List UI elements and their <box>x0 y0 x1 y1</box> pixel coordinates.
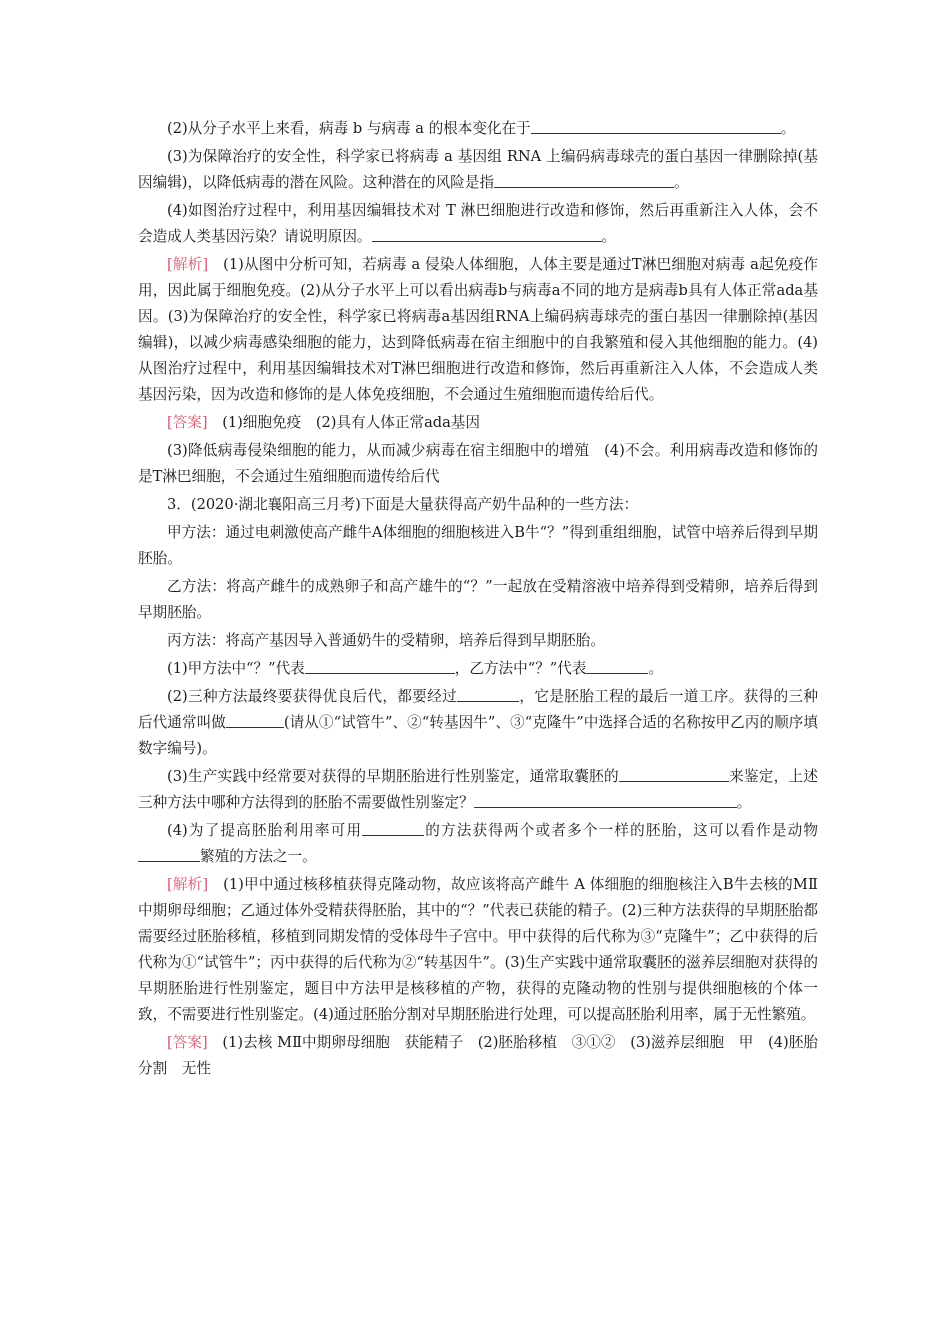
answer-text: (1)去核 MⅡ中期卵母细胞 获能精子 (2)胚胎移植 ③①② (3)滋养层细胞 甲 (4)胚胎分割 无性 <box>138 1034 818 1077</box>
answer-blank[interactable] <box>586 659 648 674</box>
answer-text: (1)细胞免疫 (2)具有人体正常ada基因 <box>222 414 480 431</box>
method-text: 丙方法：将高产基因导入普通奶牛的受精卵，培养后得到早期胚胎。 <box>167 632 605 649</box>
document-page <box>138 116 818 1084</box>
answer-blank[interactable] <box>226 713 284 728</box>
answer-blank[interactable] <box>494 173 674 188</box>
answer-tag: [答案] <box>167 414 208 431</box>
q2-part4-text: (4)如图治疗过程中，利用基因编辑技术对 T 淋巴细胞进行改造和修饰，然后再重新注入人体，会不会造成人类基因污染？请说明原因。 <box>138 202 818 245</box>
q3-part3 <box>138 764 818 816</box>
q3-answer <box>138 1030 818 1082</box>
q2-part4-end: 。 <box>601 228 617 245</box>
q3-part2-text: ，它是胚胎工程的最后一道工序。获得的三种后代通常叫做 <box>138 688 818 731</box>
answer-text: (3)降低病毒侵染细胞的能力，从而减少病毒在宿主细胞中的增殖 (4)不会。利用病毒改造和修饰的是T淋巴细胞，不会通过生殖细胞而遗传给后代 <box>138 442 818 485</box>
answer-blank[interactable] <box>619 767 729 782</box>
answer-blank[interactable] <box>679 793 737 808</box>
analysis-tag: [解析] <box>167 256 209 273</box>
q2-part2-text: (2)从分子水平上来看，病毒 b 与病毒 a 的根本变化在于 <box>167 120 531 137</box>
q3-part3-text: (3)生产实践中经常要对获得的早期胚胎进行性别鉴定，通常取囊胚的 <box>167 768 619 785</box>
analysis-text: (1)从图中分析可知，若病毒 a 侵染人体细胞，人体主要是通过T淋巴细胞对病毒 a起免疫作用，因此属于细胞免疫。(2)从分子水平上可以看出病毒b与病毒a不同的地方是病毒b具有人体正常ada基因。(3)为保障治疗的安全性，科学家已将病毒a基因组RNA上编码病毒球壳的蛋白基因一律删除掉(基因编辑)，以减少病毒感染细胞的能力，达到降低病毒在宿主细胞中的自我繁殖和侵入其他细胞的能力。(4)从图治疗过程中，利用基因编辑技术对T淋巴细胞进行改造和修饰，然后再重新注入人体，不会造成人类基因污染，因为改造和修饰的是人体免疫细胞，不会通过生殖细胞而遗传给后代。 <box>138 256 819 403</box>
answer-blank[interactable] <box>362 821 424 836</box>
q3-part4 <box>138 818 818 870</box>
q3-part2-text: (请从①“试管牛”、②“转基因牛”、③“克隆牛”中选择合适的名称按甲乙丙的顺序填数字编号)。 <box>138 714 818 757</box>
method-text: 甲方法：通过电刺激使高产雌牛A体细胞的细胞核进入B牛“？”得到重组细胞，试管中培养后得到早期胚胎。 <box>138 524 818 567</box>
q2-answer-cont <box>138 438 818 490</box>
q3-method-bing <box>138 628 818 654</box>
q3-method-yi <box>138 574 818 626</box>
q3-analysis <box>138 872 818 1028</box>
answer-blank[interactable] <box>531 119 781 134</box>
q3-title <box>138 492 818 518</box>
q2-analysis <box>138 252 818 408</box>
q2-part2-end: 。 <box>780 120 796 137</box>
q3-part4-text: 的方法获得两个或者多个一样的胚胎，这可以看作是动物 <box>424 822 818 839</box>
q2-answer <box>138 410 818 436</box>
answer-blank[interactable] <box>474 793 679 808</box>
q3-part1-end: 。 <box>648 660 664 677</box>
q3-part4-text: (4)为了提高胚胎利用率可用 <box>167 822 363 839</box>
answer-blank[interactable] <box>138 847 200 862</box>
q2-part3-end: 。 <box>673 174 689 191</box>
question-title: 3．(2020·湖北襄阳高三月考)下面是大量获得高产奶牛品种的一些方法： <box>167 496 639 513</box>
q3-part1-text: ，乙方法中“？”代表 <box>454 660 587 677</box>
q3-method-jia <box>138 520 818 572</box>
q3-part2-text: (2)三种方法最终要获得优良后代，都要经过 <box>167 688 458 705</box>
answer-tag: [答案] <box>167 1034 208 1051</box>
q2-part3-text: (3)为保障治疗的安全性，科学家已将病毒 a 基因组 RNA 上编码病毒球壳的蛋白基因一律删除掉(基因编辑)，以降低病毒的潜在风险。这种潜在的风险是指 <box>138 148 818 191</box>
q3-part1-text: (1)甲方法中“？”代表 <box>167 660 305 677</box>
q2-part4 <box>138 198 818 250</box>
method-text: 乙方法：将高产雌牛的成熟卵子和高产雄牛的“？”一起放在受精溶液中培养得到受精卵，培养后得到早期胚胎。 <box>138 578 818 621</box>
q3-part1 <box>138 656 818 682</box>
q2-part2 <box>138 116 818 142</box>
q3-part3-end: 。 <box>736 794 752 811</box>
q2-part3 <box>138 144 818 196</box>
answer-blank[interactable] <box>372 227 602 242</box>
q3-part3-text: 来鉴定，上述三种方法中哪种方法得到的胚胎不需要做性别鉴定？ <box>138 768 818 811</box>
answer-blank[interactable] <box>305 659 455 674</box>
analysis-tag: [解析] <box>167 876 209 893</box>
q3-part2 <box>138 684 818 762</box>
q3-part4-text: 繁殖的方法之一。 <box>200 848 317 865</box>
analysis-text: (1)甲中通过核移植获得克隆动物，故应该将高产雌牛 A 体细胞的细胞核注入B牛去核的MⅡ中期卵母细胞；乙通过体外受精获得胚胎，其中的“？”代表已获能的精子。(2)三种方法获得的早期胚胎都需要经过胚胎移植，移植到同期发情的受体母牛子宫中。甲中获得的后代称为③“克隆牛”；乙中获得的后代称为①“试管牛”；丙中获得的后代称为②“转基因牛”。(3)生产实践中通常取囊胚的滋养层细胞对获得的早期胚胎进行性别鉴定，题目中方法甲是核移植的产物，获得的克隆动物的性别与提供细胞核的个体一致，不需要进行性别鉴定。(4)通过胚胎分割对早期胚胎进行处理，可以提高胚胎利用率，属于无性繁殖。 <box>138 876 818 1023</box>
answer-blank[interactable] <box>457 687 519 702</box>
